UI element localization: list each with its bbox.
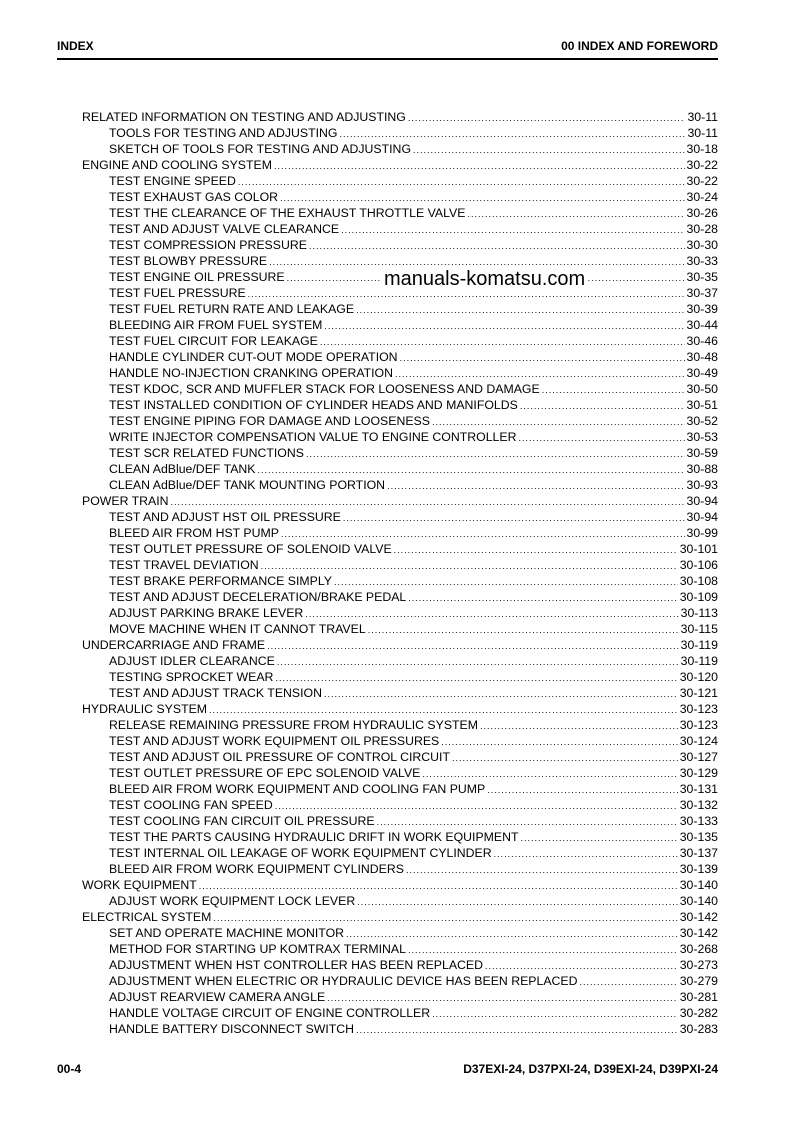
toc-entry-page: 30-46 — [686, 334, 718, 348]
toc-entry-title: TEST THE CLEARANCE OF THE EXHAUST THROTTLE VALVE — [109, 206, 466, 220]
toc-section-entry[interactable] — [82, 637, 718, 653]
toc-entry-title: CLEAN AdBlue/DEF TANK MOUNTING PORTION — [109, 478, 386, 492]
toc-subentry[interactable] — [82, 893, 718, 909]
toc-entry-page: 30-115 — [680, 622, 718, 636]
dot-leader — [408, 110, 686, 126]
toc-entry-page: 30-94 — [686, 494, 718, 508]
model-numbers: D37EXI-24, D37PXI-24, D39EXI-24, D39PXI-24 — [463, 1062, 718, 1076]
toc-entry-page: 30-140 — [679, 878, 718, 892]
toc-entry-page: 30-142 — [679, 926, 718, 940]
dot-leader — [171, 494, 685, 510]
toc-subentry[interactable] — [82, 1005, 718, 1021]
toc-subentry[interactable] — [82, 733, 718, 749]
toc-subentry[interactable] — [82, 989, 718, 1005]
page-header — [57, 36, 718, 60]
toc-subentry[interactable] — [82, 621, 718, 637]
toc-subentry[interactable] — [82, 749, 718, 765]
dot-leader — [324, 318, 684, 334]
page-number: 00-4 — [57, 1062, 82, 1076]
toc-subentry[interactable] — [82, 861, 718, 877]
dot-leader — [327, 990, 678, 1006]
toc-entry-title: TEST INSTALLED CONDITION OF CYLINDER HEADS AND MANIFOLDS — [109, 398, 518, 412]
toc-subentry[interactable] — [82, 333, 718, 349]
toc-entry-title: HANDLE CYLINDER CUT-OUT MODE OPERATION — [109, 350, 398, 364]
toc-entry-page: 30-49 — [686, 366, 718, 380]
toc-subentry[interactable] — [82, 669, 718, 685]
toc-entry-title: POWER TRAIN — [82, 494, 169, 508]
dot-leader — [408, 942, 678, 958]
dot-leader — [277, 654, 679, 670]
toc-entry-page: 30-113 — [680, 606, 718, 620]
toc-entry-page: 30-48 — [686, 350, 718, 364]
toc-entry-page: 30-137 — [679, 846, 718, 860]
dot-leader — [257, 462, 684, 478]
toc-subentry[interactable] — [82, 589, 718, 605]
toc-entry-page: 30-18 — [686, 142, 718, 156]
toc-entry-page: 30-119 — [680, 638, 718, 652]
dot-leader — [580, 974, 678, 990]
toc-subentry[interactable] — [82, 445, 718, 461]
toc-subentry[interactable] — [82, 925, 718, 941]
dot-leader — [306, 446, 685, 462]
dot-leader — [487, 782, 677, 798]
toc-subentry[interactable] — [82, 605, 718, 621]
dot-leader — [261, 558, 678, 574]
toc-entry-title: CLEAN AdBlue/DEF TANK — [109, 462, 256, 476]
toc-entry-page: 30-59 — [686, 446, 718, 460]
toc-entry-page: 30-94 — [686, 510, 718, 524]
toc-entry-page: 30-123 — [679, 702, 718, 716]
toc-subentry[interactable] — [82, 237, 718, 253]
toc-entry-title: TEST COMPRESSION PRESSURE — [109, 238, 307, 252]
toc-entry-page: 30-39 — [686, 302, 718, 316]
dot-leader — [521, 830, 678, 846]
toc-section-entry[interactable] — [82, 493, 718, 509]
toc-entry-title: BLEEDING AIR FROM FUEL SYSTEM — [109, 318, 323, 332]
toc-entry-page: 30-26 — [686, 206, 718, 220]
dot-leader — [343, 510, 685, 526]
toc-entry-title: TEST AND ADJUST TRACK TENSION — [109, 686, 322, 700]
toc-subentry[interactable] — [82, 397, 718, 413]
dot-leader — [356, 1022, 678, 1038]
toc-entry-page: 30-127 — [679, 750, 718, 764]
toc-entry-page: 30-124 — [679, 734, 718, 748]
toc-section-entry[interactable] — [82, 701, 718, 717]
toc-entry-page: 30-106 — [679, 558, 718, 572]
toc-entry-title: ADJUST WORK EQUIPMENT LOCK LEVER — [109, 894, 356, 908]
dot-leader — [305, 606, 678, 622]
dot-leader — [377, 814, 678, 830]
toc-subentry[interactable] — [82, 205, 718, 221]
toc-subentry[interactable] — [82, 317, 718, 333]
toc-entry-page: 30-88 — [686, 462, 718, 476]
toc-entry-page: 30-282 — [679, 1006, 718, 1020]
dot-leader — [485, 958, 678, 974]
dot-leader — [357, 894, 677, 910]
toc-entry-page: 30-123 — [679, 718, 718, 732]
toc-subentry[interactable] — [82, 413, 718, 429]
toc-entry-page: 30-24 — [686, 190, 718, 204]
dot-leader — [275, 798, 678, 814]
toc-entry-page: 30-30 — [686, 238, 718, 252]
dot-leader — [275, 670, 677, 686]
toc-entry-title: TEST FUEL CIRCUIT FOR LEAKAGE — [109, 334, 318, 348]
dot-leader — [432, 414, 685, 430]
toc-entry-page: 30-268 — [679, 942, 718, 956]
toc-subentry[interactable] — [82, 829, 718, 845]
dot-leader — [432, 1006, 678, 1022]
toc-entry-page: 30-281 — [679, 990, 718, 1004]
toc-entry-page: 30-53 — [686, 430, 718, 444]
toc-entry-title: TEST FUEL RETURN RATE AND LEAKAGE — [109, 302, 355, 316]
toc-subentry[interactable] — [82, 797, 718, 813]
toc-entry-title: ADJUSTMENT WHEN HST CONTROLLER HAS BEEN REPLACED — [109, 958, 483, 972]
toc-entry-title: TEST TRAVEL DEVIATION — [109, 558, 259, 572]
toc-entry-page: 30-129 — [679, 766, 718, 780]
toc-subentry[interactable] — [82, 557, 718, 573]
toc-entry-page: 30-37 — [686, 286, 718, 300]
toc-section-entry[interactable] — [82, 157, 718, 173]
dot-leader — [518, 430, 684, 446]
dot-leader — [199, 878, 678, 894]
toc-entry-title: WORK EQUIPMENT — [82, 878, 197, 892]
dot-leader — [209, 702, 678, 718]
dot-leader — [413, 142, 685, 158]
dot-leader — [274, 158, 685, 174]
toc-entry-page: 30-109 — [679, 590, 718, 604]
table-of-contents — [82, 109, 718, 1037]
toc-subentry[interactable] — [82, 125, 718, 141]
toc-entry-title: TEST INTERNAL OIL LEAKAGE OF WORK EQUIPMENT CYLINDER — [109, 846, 492, 860]
toc-entry-title: TEST OUTLET PRESSURE OF EPC SOLENOID VALVE — [109, 766, 421, 780]
toc-entry-title: TOOLS FOR TESTING AND ADJUSTING — [109, 126, 338, 140]
dot-leader — [356, 302, 684, 318]
toc-entry-title: TEST BLOWBY PRESSURE — [109, 254, 268, 268]
toc-entry-title: BLEED AIR FROM WORK EQUIPMENT AND COOLING FAN PUMP — [109, 782, 486, 796]
toc-entry-title: ADJUST IDLER CLEARANCE — [109, 654, 275, 668]
dot-leader — [542, 382, 685, 398]
toc-entry-page: 30-93 — [686, 478, 718, 492]
toc-entry-title: RELATED INFORMATION ON TESTING AND ADJUSTING — [82, 110, 406, 124]
toc-entry-title: BLEED AIR FROM HST PUMP — [109, 526, 279, 540]
toc-entry-title: TEST COOLING FAN SPEED — [109, 798, 273, 812]
toc-entry-title: RELEASE REMAINING PRESSURE FROM HYDRAULIC SYSTEM — [109, 718, 478, 732]
dot-leader — [422, 766, 677, 782]
toc-entry-page: 30-140 — [679, 894, 718, 908]
toc-entry-title: SET AND OPERATE MACHINE MONITOR — [109, 926, 345, 940]
toc-subentry[interactable] — [82, 477, 718, 493]
toc-entry-page: 30-139 — [679, 862, 718, 876]
toc-entry-page: 30-135 — [679, 830, 718, 844]
toc-entry-title: TEST BRAKE PERFORMANCE SIMPLY — [109, 574, 332, 588]
toc-entry-title: TEST ENGINE OIL PRESSURE — [109, 270, 285, 284]
toc-entry-title: TEST AND ADJUST WORK EQUIPMENT OIL PRESSURES — [109, 734, 440, 748]
toc-entry-title: WRITE INJECTOR COMPENSATION VALUE TO ENGINE CONTROLLER — [109, 430, 517, 444]
header-chapter-title: 00 INDEX AND FOREWORD — [561, 39, 718, 53]
toc-entry-title: TEST AND ADJUST VALVE CLEARANCE — [109, 222, 340, 236]
dot-leader — [267, 638, 679, 654]
toc-subentry[interactable] — [82, 685, 718, 701]
dot-leader — [480, 718, 678, 734]
toc-subentry[interactable] — [82, 1021, 718, 1037]
toc-entry-page: 30-50 — [686, 382, 718, 396]
toc-entry-page: 30-22 — [686, 158, 718, 172]
toc-entry-page: 30-51 — [686, 398, 718, 412]
dot-leader — [441, 734, 677, 750]
toc-entry-title: TEST KDOC, SCR AND MUFFLER STACK FOR LOOSENESS AND DAMAGE — [109, 382, 540, 396]
toc-entry-page: 30-131 — [679, 782, 718, 796]
toc-section-entry[interactable] — [82, 909, 718, 925]
toc-entry-title: HANDLE BATTERY DISCONNECT SWITCH — [109, 1022, 355, 1036]
toc-entry-page: 30-99 — [686, 526, 718, 540]
toc-entry-page: 30-279 — [679, 974, 718, 988]
toc-entry-title: ADJUST REARVIEW CAMERA ANGLE — [109, 990, 326, 1004]
toc-entry-page: 30-132 — [679, 798, 718, 812]
toc-entry-page: 30-283 — [679, 1022, 718, 1036]
toc-entry-title: ELECTRICAL SYSTEM — [82, 910, 212, 924]
dot-leader — [467, 206, 684, 222]
toc-entry-page: 30-11 — [687, 126, 718, 140]
toc-entry-title: METHOD FOR STARTING UP KOMTRAX TERMINAL — [109, 942, 406, 956]
toc-entry-title: TEST THE PARTS CAUSING HYDRAULIC DRIFT IN WORK EQUIPMENT — [109, 830, 519, 844]
toc-subentry[interactable] — [82, 141, 718, 157]
dot-leader — [394, 542, 678, 558]
toc-subentry[interactable] — [82, 253, 718, 269]
toc-entry-title: HANDLE VOLTAGE CIRCUIT OF ENGINE CONTROLLER — [109, 1006, 431, 1020]
toc-subentry[interactable] — [82, 717, 718, 733]
toc-entry-title: UNDERCARRIAGE AND FRAME — [82, 638, 266, 652]
toc-entry-page: 30-133 — [679, 814, 718, 828]
toc-entry-page: 30-44 — [686, 318, 718, 332]
dot-leader — [346, 926, 678, 942]
dot-leader — [213, 910, 677, 926]
toc-subentry[interactable] — [82, 189, 718, 205]
toc-entry-title: BLEED AIR FROM WORK EQUIPMENT CYLINDERS — [109, 862, 404, 876]
toc-entry-page: 30-119 — [680, 654, 718, 668]
toc-subentry[interactable] — [82, 813, 718, 829]
toc-entry-title: TESTING SPROCKET WEAR — [109, 670, 274, 684]
dot-leader — [406, 862, 678, 878]
toc-entry-page: 30-142 — [679, 910, 718, 924]
toc-subentry[interactable] — [82, 845, 718, 861]
toc-subentry[interactable] — [82, 573, 718, 589]
dot-leader — [324, 686, 678, 702]
toc-entry-title: SKETCH OF TOOLS FOR TESTING AND ADJUSTING — [109, 142, 412, 156]
toc-entry-page: 30-120 — [679, 670, 718, 684]
toc-entry-title: ADJUST PARKING BRAKE LEVER — [109, 606, 304, 620]
toc-subentry[interactable] — [82, 381, 718, 397]
toc-entry-title: TEST AND ADJUST DECELERATION/BRAKE PEDAL — [109, 590, 407, 604]
toc-entry-title: TEST OUTLET PRESSURE OF SOLENOID VALVE — [109, 542, 392, 556]
dot-leader — [400, 350, 685, 366]
toc-entry-page: 30-273 — [679, 958, 718, 972]
toc-subentry[interactable] — [82, 429, 718, 445]
toc-entry-page: 30-35 — [686, 270, 718, 284]
dot-leader — [494, 846, 678, 862]
toc-subentry[interactable] — [82, 765, 718, 781]
toc-entry-page: 30-11 — [687, 110, 718, 124]
toc-subentry[interactable] — [82, 653, 718, 669]
dot-leader — [334, 574, 678, 590]
toc-entry-title: TEST SCR RELATED FUNCTIONS — [109, 446, 304, 460]
dot-leader — [395, 366, 685, 382]
toc-subentry[interactable] — [82, 509, 718, 525]
toc-entry-title: HANDLE NO-INJECTION CRANKING OPERATION — [109, 366, 393, 380]
dot-leader — [341, 222, 684, 238]
toc-entry-title: TEST ENGINE SPEED — [109, 174, 236, 188]
toc-subentry[interactable] — [82, 941, 718, 957]
toc-subentry[interactable] — [82, 301, 718, 317]
dot-leader — [280, 190, 685, 206]
toc-entry-title: TEST AND ADJUST HST OIL PRESSURE — [109, 510, 341, 524]
dot-leader — [238, 174, 685, 190]
dot-leader — [339, 126, 685, 142]
dot-leader — [309, 238, 685, 254]
toc-entry-page: 30-121 — [679, 686, 718, 700]
toc-entry-page: 30-108 — [679, 574, 718, 588]
toc-section-entry[interactable] — [82, 109, 718, 125]
toc-subentry[interactable] — [82, 525, 718, 541]
toc-entry-title: TEST COOLING FAN CIRCUIT OIL PRESSURE — [109, 814, 375, 828]
toc-subentry[interactable] — [82, 973, 718, 989]
dot-leader — [520, 398, 685, 414]
toc-entry-page: 30-52 — [686, 414, 718, 428]
dot-leader — [281, 526, 685, 542]
toc-subentry[interactable] — [82, 365, 718, 381]
toc-subentry[interactable] — [82, 781, 718, 797]
dot-leader — [452, 750, 678, 766]
dot-leader — [387, 478, 684, 494]
dot-leader — [408, 590, 677, 606]
toc-entry-page: 30-101 — [679, 542, 718, 556]
toc-entry-page: 30-33 — [686, 254, 718, 268]
toc-subentry[interactable] — [82, 173, 718, 189]
dot-leader — [368, 622, 679, 638]
toc-entry-title: HYDRAULIC SYSTEM — [82, 702, 208, 716]
toc-entry-title: ENGINE AND COOLING SYSTEM — [82, 158, 272, 172]
watermark: manuals-komatsu.com — [384, 268, 586, 290]
header-section-title: INDEX — [57, 39, 94, 53]
toc-subentry[interactable] — [82, 461, 718, 477]
toc-entry-page: 30-28 — [686, 222, 718, 236]
toc-entry-title: ADJUSTMENT WHEN ELECTRIC OR HYDRAULIC DEVICE HAS BEEN REPLACED — [109, 974, 578, 988]
toc-subentry[interactable] — [82, 349, 718, 365]
toc-entry-title: TEST AND ADJUST OIL PRESSURE OF CONTROL CIRCUIT — [109, 750, 450, 764]
toc-entry-title: MOVE MACHINE WHEN IT CANNOT TRAVEL — [109, 622, 366, 636]
toc-entry-title: TEST EXHAUST GAS COLOR — [109, 190, 279, 204]
toc-entry-title: TEST FUEL PRESSURE — [109, 286, 246, 300]
toc-subentry[interactable] — [82, 541, 718, 557]
toc-subentry[interactable] — [82, 221, 718, 237]
toc-entry-title: TEST ENGINE PIPING FOR DAMAGE AND LOOSENESS — [109, 414, 430, 428]
toc-section-entry[interactable] — [82, 877, 718, 893]
dot-leader — [320, 334, 685, 350]
toc-entry-page: 30-22 — [686, 174, 718, 188]
toc-subentry[interactable] — [82, 957, 718, 973]
